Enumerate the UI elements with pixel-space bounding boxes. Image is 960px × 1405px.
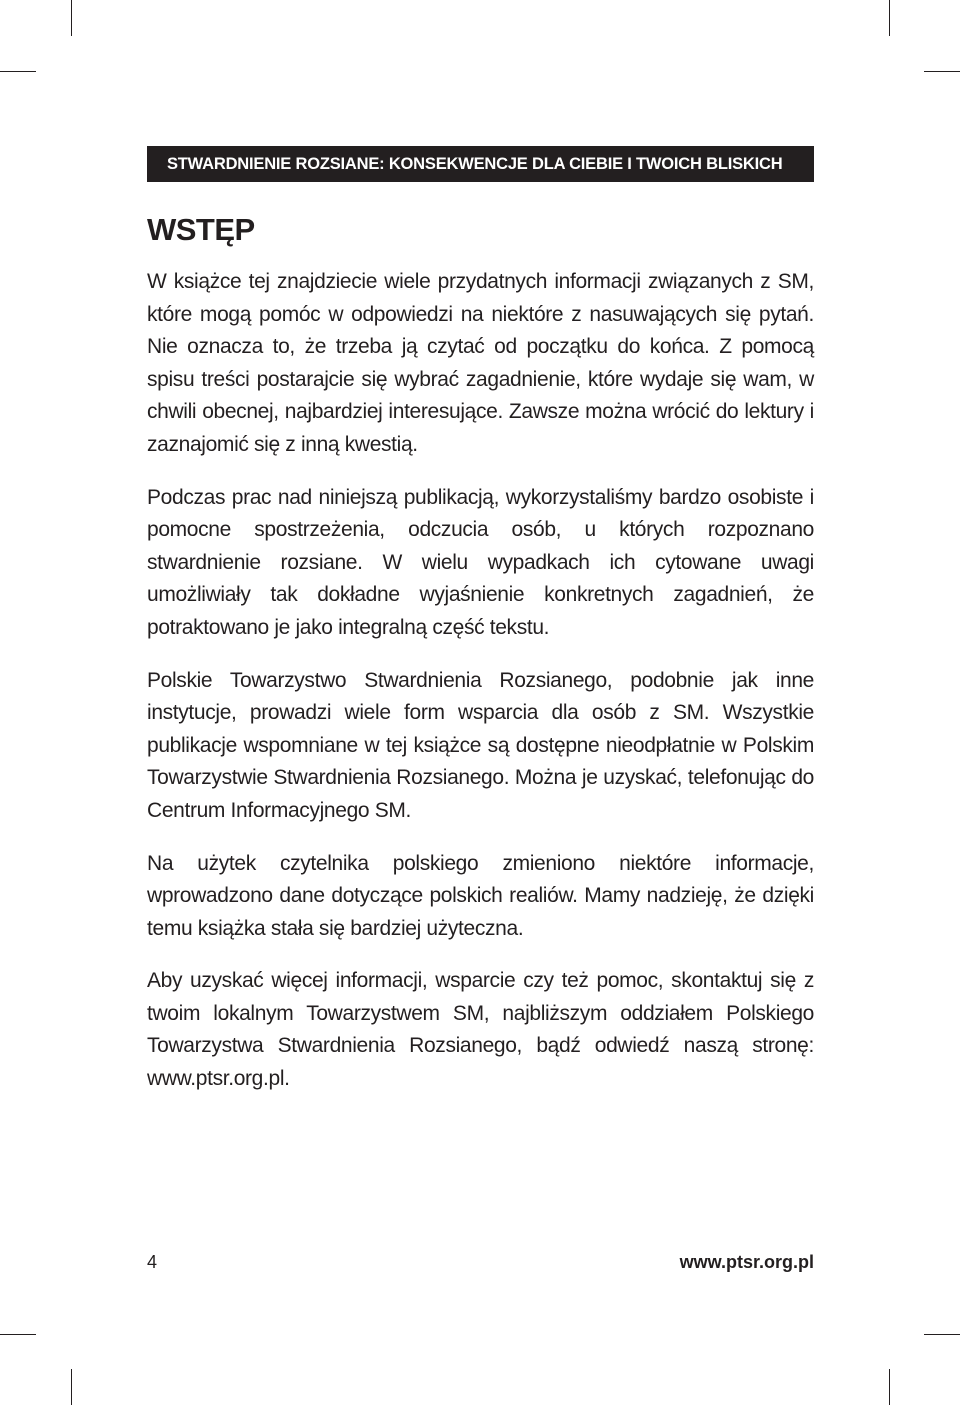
paragraph: Na użytek czytelnika polskiego zmieniono niektóre informacje, wprowadzono dane dotyczące polskich realiów. Mamy nadzieję, że dzięki temu książka stała się bardziej użyteczna. (147, 851, 814, 940)
chapter-banner: STWARDNIENIE ROZSIANE: KONSEKWENCJE DLA CIEBIE I TWOICH BLISKICH (147, 146, 814, 182)
sentence-end: . (284, 1067, 290, 1091)
crop-mark (0, 1334, 36, 1335)
paragraph: Polskie Towarzystwo Stwardnienia Rozsianego, podobnie jak inne instytucje, prowadzi wiele form wsparcia dla osób z SM. Wszystkie publikacje wspomniane w tej książce są dostępne nieodpłatnie w Polskim Towarzystwie Stwardnienia Rozsianego. Można je uzyskać, telefonując do Centrum Informacyjnego SM. (147, 668, 814, 822)
crop-mark (924, 71, 960, 72)
page-number: 4 (147, 1252, 158, 1272)
crop-mark (889, 1369, 890, 1405)
crop-mark (71, 0, 72, 36)
crop-mark (0, 71, 36, 72)
paragraph: W książce tej znajdziecie wiele przydatnych informacji związanych z SM, które mogą pomóc w odpowiedzi na niektóre z nasuwających się pytań. Nie oznacza to, że trzeba ją czytać od początku do końca. Z pomocą spisu treści postarajcie się wybrać zagadnienie, które wydaje się wam, w chwili obecnej, najbardziej interesujące. Zawsze można wrócić do lektury i zaznajomić się z inną kwestią. (147, 270, 814, 456)
paragraph-contact (147, 965, 814, 1095)
paragraph: Podczas prac nad niniejszą publikacją, wykorzystaliśmy bardzo osobiste i pomocne spostrzeżenia, odczucia osób, u których rozpoznano stwardnienie rozsiane. W wielu wypadkach ich cytowane uwagi umożliwiały tak dokładne wyjaśnienie konkretnych zagadnień, że potraktowano je jako integralną część tekstu. (147, 485, 814, 639)
crop-mark (71, 1369, 72, 1405)
body-text (147, 266, 814, 1116)
contact-text: Aby uzyskać więcej informacji, wsparcie czy też pomoc, skontaktuj się z twoim lokalnym Towarzystwem SM, najbliższym oddziałem Polskiego Towarzystwa Stwardnienia Rozsianego, bądź odwiedź naszą stronę: (147, 969, 814, 1058)
page-title: WSTĘP (147, 212, 255, 247)
website-link[interactable]: www.ptsr.org.pl (147, 1067, 285, 1091)
crop-mark (889, 0, 890, 36)
footer-url[interactable]: www.ptsr.org.pl (679, 1252, 814, 1272)
crop-mark (924, 1334, 960, 1335)
